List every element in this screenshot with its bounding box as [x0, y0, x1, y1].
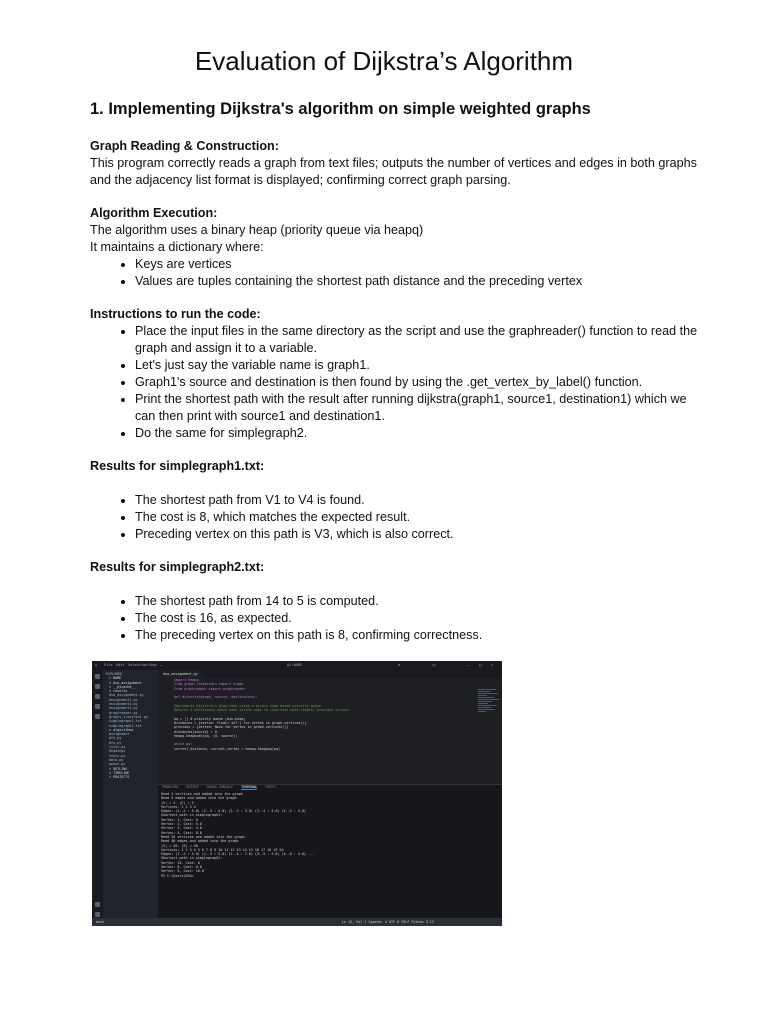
terminal-line: Vertex: 4, Cost: 8.0: [161, 830, 202, 835]
explorer-icon: [95, 674, 100, 679]
list-item: • The cost is 8, which matches the expected result.: [135, 509, 700, 526]
list-item: • Graph1's source and destination is then found by using the .get_vertex_by_label() function.: [135, 374, 700, 391]
algorithm-execution-heading: Algorithm Execution:: [90, 206, 218, 220]
ide-screenshot: [92, 661, 502, 926]
list-item: • Keys are vertices: [135, 256, 700, 273]
panel-tab: DEBUG CONSOLE: [206, 785, 234, 789]
explorer-item: assignment3.py: [109, 706, 138, 711]
code-line: distances = {vertex: float('inf') for vertex in graph.vertices()}: [174, 720, 307, 725]
panel-tab: OUTPUT: [186, 785, 199, 789]
status-branch: main: [96, 920, 105, 924]
graph-reading-text: This program correctly reads a graph from text files; outputs the number of vertices and edges in both graphs and the adjacency list format is displayed; confirming correct graph parsing.: [90, 156, 697, 187]
panel-tab: PORTS: [265, 785, 276, 789]
panel-tabs: [158, 785, 502, 792]
terminal-line: PS C:\Users\DSA>: [161, 873, 194, 878]
list-item: • Let's just say the variable name is graph1.: [135, 357, 700, 374]
terminal-line: Read 20 vertices and added into the graph: [161, 834, 245, 839]
section-heading: 1. Implementing Dijkstra's algorithm on simple weighted graphs: [90, 100, 591, 118]
code-line: from graph_traversals import Graph: [174, 682, 244, 687]
explorer-item: tests.py: [109, 753, 126, 758]
list-item: • The shortest path from V1 to V4 is found.: [135, 492, 700, 509]
terminal-line: Edges: (1--2 : 4.0) (1--3 : 5.0) (2--4 : 7.0) (3--5 : 4.0) (4--6 : 3.0) ...: [161, 852, 315, 857]
explorer-item: > NAME: [109, 676, 122, 681]
explorer-item: simplegraph1.txt: [109, 719, 142, 724]
code-line: previous = {vertex: None for vertex in graph.vertices()}: [174, 725, 289, 730]
explorer-item: assignment1.py: [109, 697, 138, 702]
explorer-item: assignment: [109, 732, 130, 737]
account-icon: [95, 902, 100, 907]
terminal-line: Vertices: 1 2 3 4 5 6 7 8 9 10 11 12 13 14 15 16 17 18 19 20: [161, 847, 284, 852]
panel-tab: PROBLEMS: [162, 785, 179, 789]
terminal-line: Read 5 edges and added into the graph: [161, 796, 237, 801]
layout-icon: ▯▯: [432, 663, 437, 667]
explorer-sidebar: [103, 670, 158, 926]
terminal-line: Shortest path in simplegraph2:: [161, 856, 223, 861]
code-line: Returns a dictionary where each vertex maps to (shortest path length, previous vertex).: [174, 708, 352, 713]
code-line: from graphreader import graphreader: [174, 686, 246, 691]
list-item: • The shortest path from 14 to 5 is computed.: [135, 593, 700, 610]
terminal-line: |V| = 20, |E| = 48: [161, 843, 198, 848]
menu-item: Edit: [116, 663, 125, 667]
explorer-item: Readings: [109, 749, 126, 754]
results2-bullets: [90, 593, 700, 644]
list-item: • The cost is 16, as expected.: [135, 610, 700, 627]
terminal-output: [158, 792, 502, 878]
list-item: • Print the shortest path with the result after running dijkstra(graph1, source1, destination1) which we can then print with source1 and destination1.: [135, 391, 700, 425]
explorer-item: graphs_traversal.py: [109, 714, 148, 719]
terminal-line: Vertex: 5, Cost: 16.0: [161, 869, 204, 874]
terminal-line: Read 48 edges and added into the graph: [161, 839, 239, 844]
settings-icon: ⚙: [398, 663, 401, 667]
run-debug-icon: [95, 704, 100, 709]
code-line: pq = [] # priority queue (min-heap): [174, 716, 246, 721]
list-item: • Do the same for simplegraph2.: [135, 425, 700, 442]
terminal-panel: [158, 784, 502, 919]
menu-item: …: [160, 663, 163, 667]
ide-titlebar: [92, 661, 502, 670]
explorer-item: lists.py: [109, 745, 126, 750]
terminal-line: Read 4 vertices and added into the graph: [161, 792, 243, 796]
results2-heading: Results for simplegraph2.txt:: [90, 560, 265, 574]
explorer-item: data.py: [109, 757, 124, 762]
code-line: def dijkstra(graph, source, destination):: [174, 695, 258, 700]
explorer-list: [103, 676, 158, 779]
explorer-item: queue.py: [109, 762, 126, 767]
activity-bar: [92, 670, 103, 926]
menu-item: File: [104, 663, 113, 667]
window-title: Q1-WARE: [287, 663, 303, 667]
explorer-header: EXPLORER: [106, 672, 123, 676]
code-editor: [158, 670, 502, 784]
editor-tab: dsa_assignment.py: [158, 670, 203, 678]
manage-gear-icon: [95, 912, 100, 917]
explorer-item: bfs.py: [109, 740, 122, 745]
status-bar: [92, 918, 502, 926]
algorithm-line-2: It maintains a dictionary where:: [90, 240, 264, 254]
results1-bullets: [90, 492, 700, 543]
list-item: • Values are tuples containing the shortest path distance and the preceding vertex: [135, 273, 700, 290]
code-line: current_distance, current_vertex = heapq.heappop(pq): [174, 746, 281, 751]
list-item: • Place the input files in the same directory as the script and use the graphreader() function to read the graph and assign it to a variable.: [135, 323, 700, 357]
vscode-logo-icon: ◆: [95, 663, 98, 667]
terminal-line: Shortest path in simplegraph1:: [161, 813, 223, 818]
explorer-item: graphreader.py: [109, 710, 138, 715]
source-control-icon: [95, 694, 100, 699]
instructions-bullets: [90, 323, 700, 442]
explorer-item: dfs.py: [109, 736, 122, 741]
code-line: distances[source] = 0: [174, 729, 217, 734]
explorer-item: dsa_assignment.py: [109, 693, 144, 698]
code-line: heapq.heappush(pq, (0, source)): [174, 733, 238, 738]
list-item: • Preceding vertex on this path is V3, which is also correct.: [135, 526, 700, 543]
menu-item: View: [148, 663, 157, 667]
explorer-item: assignment2.py: [109, 702, 138, 707]
code-line: import heapq: [174, 678, 199, 682]
terminal-line: Vertices: 1 2 3 4: [161, 804, 196, 809]
minimize-icon: –: [467, 663, 470, 667]
code-line: while pq:: [174, 742, 193, 747]
search-icon: [95, 684, 100, 689]
status-info: Ln 12, Col 1 Spaces: 4 UTF-8 CRLF Python 3.12: [342, 920, 434, 924]
explorer-item: simplegraph2.txt: [109, 723, 142, 728]
code-line: Implements Dijkstra's algorithm using a binary heap based priority queue.: [174, 703, 324, 708]
extensions-icon: [95, 714, 100, 719]
terminal-line: Edges: (1--2 : 5.0) (1--3 : 4.0) (2--3 : 3.0) (2--4 : 4.0) (3--4 : 4.0): [161, 809, 306, 814]
terminal-line: Vertex: 14, Cost: 0: [161, 860, 200, 865]
explorer-item: > PROJECTS: [109, 775, 130, 780]
code-area: [158, 678, 502, 751]
algorithm-line-1: The algorithm uses a binary heap (priority queue via heapq): [90, 223, 424, 237]
explorer-item: > dsa_assignment: [109, 680, 142, 685]
terminal-line: Vertex: 3, Cost: 4.0: [161, 826, 202, 831]
terminal-line: Vertex: 8, Cost: 8.0: [161, 865, 202, 870]
document-content: [90, 98, 700, 644]
editor-tabs: [158, 670, 502, 678]
panel-tab: TERMINAL: [241, 785, 258, 789]
terminal-line: Vertex: 2, Cost: 5.0: [161, 822, 202, 827]
menu-item: Selection: [128, 663, 148, 667]
explorer-item: > algorithms: [109, 727, 134, 732]
results1-heading: Results for simplegraph1.txt:: [90, 459, 265, 473]
minimap: [478, 689, 500, 749]
algorithm-bullets: [90, 256, 700, 290]
document-title: Evaluation of Dijkstra’s Algorithm: [194, 46, 574, 76]
close-icon: ×: [491, 663, 494, 667]
instructions-heading: Instructions to run the code:: [90, 307, 261, 321]
explorer-item: > __pycache__: [109, 684, 136, 689]
graph-reading-heading: Graph Reading & Construction:: [90, 139, 279, 153]
terminal-line: |V| = 4, |E| = 5: [161, 800, 194, 805]
explorer-item: > TIMELINE: [109, 770, 130, 775]
explorer-item: > OUTLINE: [109, 766, 128, 771]
list-item: • The preceding vertex on this path is 8, confirming correctness.: [135, 627, 700, 644]
explorer-item: > results: [109, 689, 128, 694]
terminal-line: Vertex: 1, Cost: 0: [161, 817, 198, 822]
maximize-icon: □: [479, 663, 482, 667]
